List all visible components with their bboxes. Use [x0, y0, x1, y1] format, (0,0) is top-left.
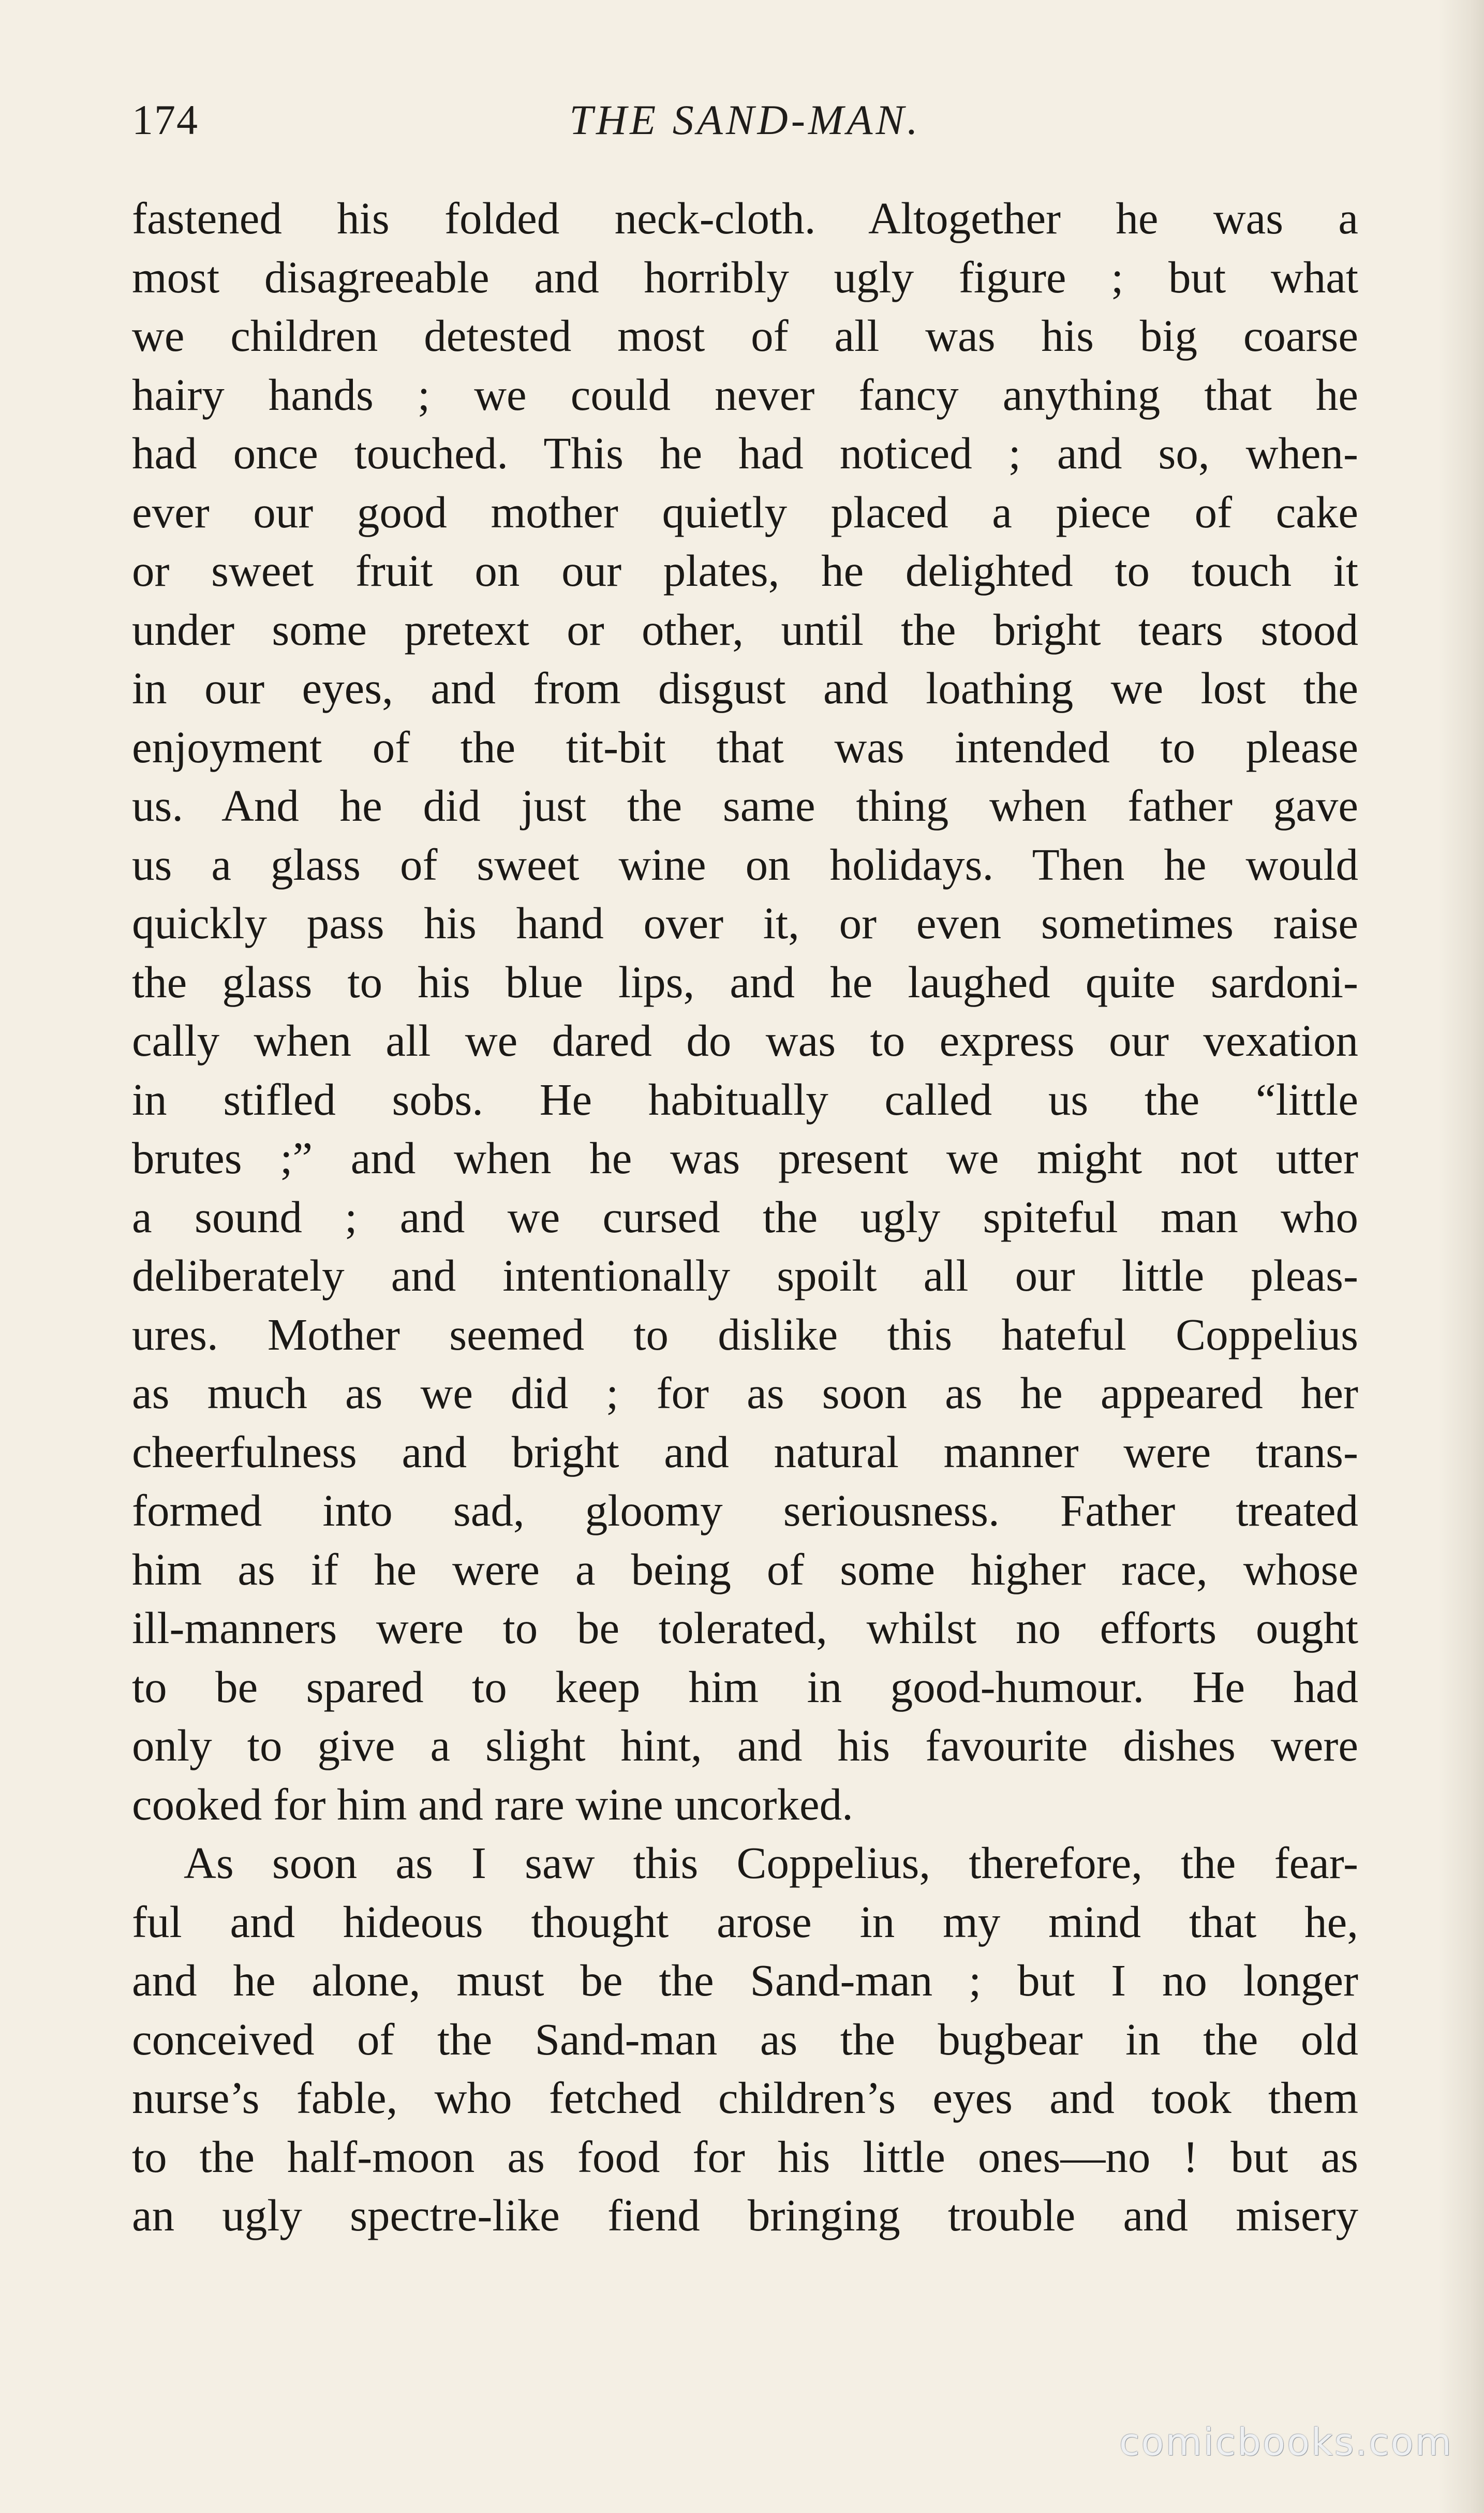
text-line: to the half-moon as food for his little ones—no ! but as: [132, 2131, 1358, 2182]
text-line: and he alone, must be the Sand-man ; but I no longer: [132, 1955, 1358, 2005]
text-line: formed into sad, gloomy seriousness. Father treated: [132, 1485, 1358, 1535]
text-line: as much as we did ; for as soon as he appeared her: [132, 1368, 1358, 1418]
text-line: us a glass of sweet wine on holidays. Then he would: [132, 839, 1358, 890]
text-line: quickly pass his hand over it, or even sometimes raise: [132, 898, 1358, 948]
text-line: fastened his folded neck-cloth. Altogether he was a: [132, 193, 1358, 243]
text-line: conceived of the Sand-man as the bugbear in the old: [132, 2014, 1358, 2064]
running-head: [132, 96, 1358, 158]
watermark: comicbooks.com: [1119, 2420, 1453, 2464]
body-text: [132, 189, 1358, 2245]
text-line: to be spared to keep him in good-humour. He had: [132, 1661, 1358, 1712]
text-line: we children detested most of all was his big coarse: [132, 311, 1358, 361]
text-line: had once touched. This he had noticed ; and so, when-: [132, 428, 1358, 478]
page-number: 174: [132, 96, 199, 143]
text-line: enjoyment of the tit-bit that was intended to please: [132, 721, 1358, 772]
text-line: brutes ;” and when he was present we might not utter: [132, 1133, 1358, 1183]
text-line: an ugly spectre-like fiend bringing trouble and misery: [132, 2190, 1358, 2240]
text-line: cally when all we dared do was to express our vexation: [132, 1015, 1358, 1066]
text-line: or sweet fruit on our plates, he delighted to touch it: [132, 545, 1358, 596]
text-line: him as if he were a being of some higher race, whose: [132, 1544, 1358, 1594]
text-line: ures. Mother seemed to dislike this hateful Coppelius: [132, 1309, 1358, 1359]
text-line: ful and hideous thought arose in my mind that he,: [132, 1896, 1358, 1947]
text-line: ever our good mother quietly placed a piece of cake: [132, 486, 1358, 537]
text-line: most disagreeable and horribly ugly figure ; but what: [132, 252, 1358, 302]
text-line: in stifled sobs. He habitually called us the “little: [132, 1074, 1358, 1125]
text-line: the glass to his blue lips, and he laughed quite sardoni-: [132, 956, 1358, 1007]
text-line: only to give a slight hint, and his favourite dishes were: [132, 1720, 1358, 1770]
text-line: hairy hands ; we could never fancy anything that he: [132, 369, 1358, 420]
text-line: deliberately and intentionally spoilt all our little pleas-: [132, 1250, 1358, 1300]
paragraph-start-line: As soon as I saw this Coppelius, therefore, the fear-: [184, 1838, 1358, 1888]
text-line: ill-manners were to be tolerated, whilst no efforts ought: [132, 1603, 1358, 1653]
paragraph-end-line: cooked for him and rare wine uncorked.: [132, 1779, 853, 1829]
text-line: in our eyes, and from disgust and loathing we lost the: [132, 663, 1358, 713]
text-line: nurse’s fable, who fetched children’s eyes and took them: [132, 2073, 1358, 2123]
text-line: us. And he did just the same thing when father gave: [132, 780, 1358, 831]
text-line: under some pretext or other, until the bright tears stood: [132, 604, 1358, 655]
text-line: a sound ; and we cursed the ugly spiteful man who: [132, 1191, 1358, 1242]
running-title: THE SAND-MAN.: [569, 96, 921, 143]
text-line: cheerfulness and bright and natural manner were trans-: [132, 1426, 1358, 1477]
